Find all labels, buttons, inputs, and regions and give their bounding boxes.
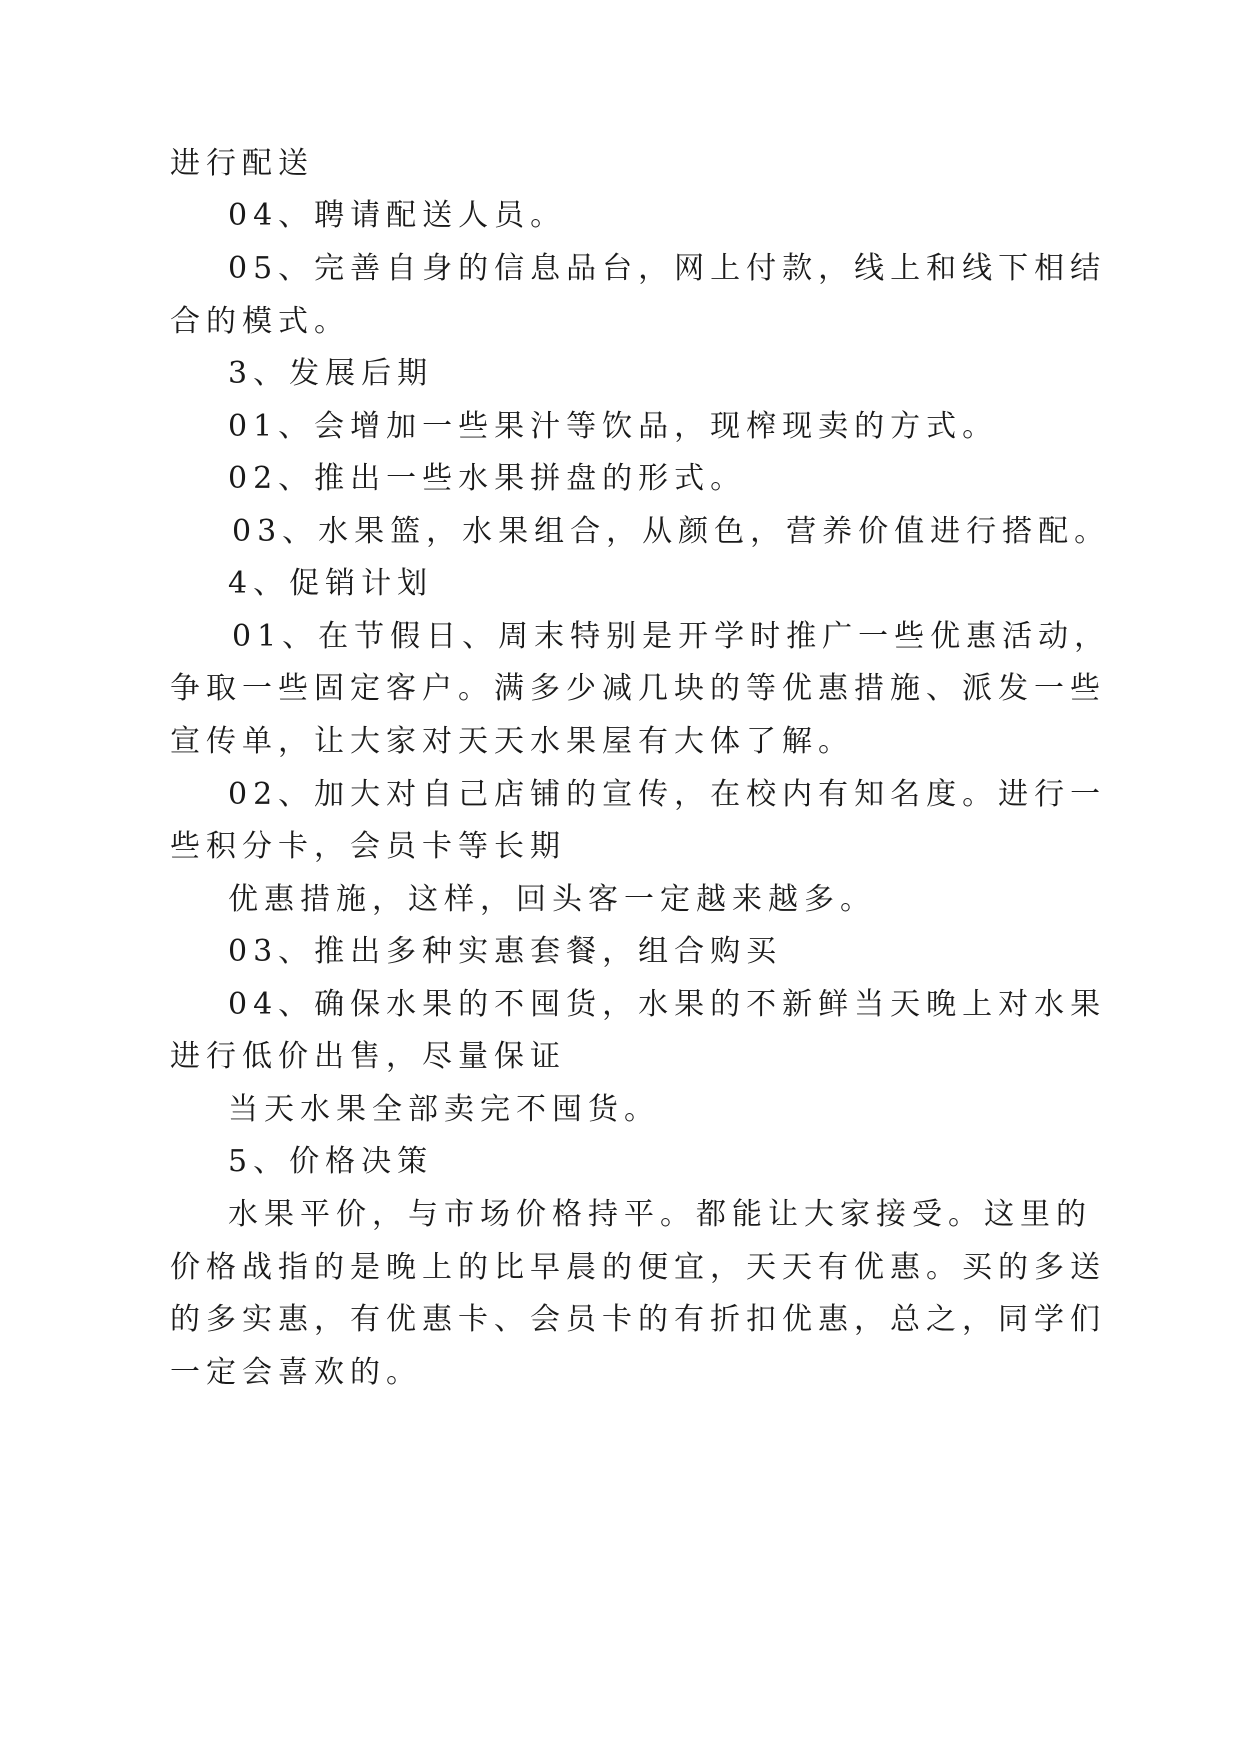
text-line: 优惠措施，这样，回头客一定越来越多。: [228, 882, 876, 917]
text-line: 合的模式。: [170, 304, 350, 339]
text-line: 3、发展后期: [228, 356, 434, 391]
text-line: 05、完善自身的信息品台，网上付款，线上和线下相结: [228, 251, 1107, 286]
text-line: 02、加大对自己店铺的宣传，在校内有知名度。进行一: [228, 777, 1107, 812]
text-line: 4、促销计划: [228, 566, 434, 601]
text-line: 的多实惠，有优惠卡、会员卡的有折扣优惠，总之，同学们: [170, 1302, 1106, 1337]
text-line: 03、推出多种实惠套餐，组合购买: [228, 934, 783, 969]
text-line: 进行配送: [170, 146, 314, 181]
text-line: 5、价格决策: [228, 1144, 434, 1179]
text-line: 些积分卡，会员卡等长期: [170, 829, 566, 864]
text-line: 04、确保水果的不囤货，水果的不新鲜当天晚上对水果: [228, 987, 1107, 1022]
text-line: 水果平价，与市场价格持平。都能让大家接受。这里的: [228, 1197, 1092, 1232]
text-line: 争取一些固定客户。满多少减几块的等优惠措施、派发一些: [170, 671, 1106, 706]
text-line: 当天水果全部卖完不囤货。: [228, 1092, 660, 1127]
text-line: 01、在节假日、周末特别是开学时推广一些优惠活动，: [232, 619, 1111, 654]
text-line: 进行低价出售，尽量保证: [170, 1039, 566, 1074]
text-line: 价格战指的是晚上的比早晨的便宜，天天有优惠。买的多送: [170, 1250, 1106, 1285]
text-line: 宣传单，让大家对天天水果屋有大体了解。: [170, 724, 854, 759]
text-line: 04、聘请配送人员。: [228, 198, 567, 233]
text-line: 一定会喜欢的。: [170, 1355, 422, 1390]
text-line: 02、推出一些水果拼盘的形式。: [228, 461, 747, 496]
text-line: 03、水果篮，水果组合，从颜色，营养价值进行搭配。: [232, 514, 1111, 549]
text-line: 01、会增加一些果汁等饮品，现榨现卖的方式。: [228, 409, 999, 444]
